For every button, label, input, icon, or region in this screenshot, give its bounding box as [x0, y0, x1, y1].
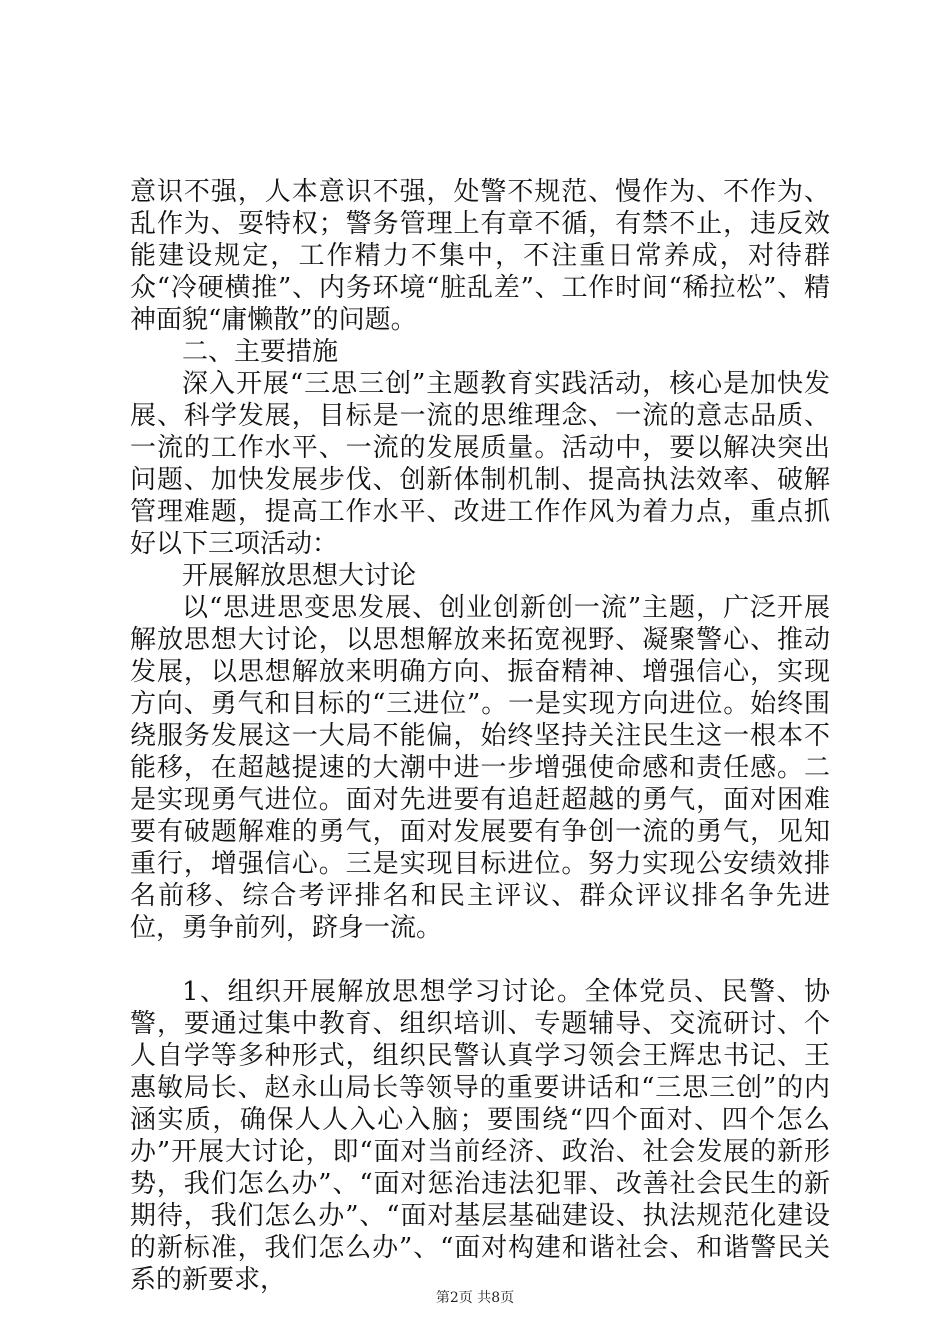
- document-body: [130, 176, 830, 1296]
- paragraph-item-1: 1、组织开展解放思想学习讨论。全体党员、民警、协警，要通过集中教育、组织培训、专题辅导、交流研讨、个人自学等多种形式，组织民警认真学习领会王辉忠书记、王惠敏局长、赵永山局长等领导的重要讲话和“三思三创”的内涵实质，确保人人入心入脑；要围绕“四个面对、四个怎么办”开展大讨论，即“面对当前经济、政治、社会发展的新形势，我们怎么办”、“面对惩治违法犯罪、改善社会民生的新期待，我们怎么办”、“面对基层基础建设、执法规范化建设的新标准，我们怎么办”、“面对构建和谐社会、和谐警民关系的新要求，: [130, 977, 830, 1295]
- paragraph-gap: [130, 944, 830, 976]
- section-heading-main-measures: 二、主要措施: [182, 337, 339, 367]
- subheading-liberation-discussion: 开展解放思想大讨论: [182, 561, 417, 591]
- paragraph-problems-continued: 意识不强，人本意识不强，处警不规范、慢作为、不作为、乱作为、耍特权；警务管理上有章不循，有禁不止，违反效能建设规定，工作精力不集中，不注重日常养成，对待群众“冷硬横推”、内务环境“脏乱差”、工作时间“稀拉松”、精神面貌“庸懒散”的问题。: [130, 177, 830, 335]
- page-footer: 第2页 共8页: [435, 1290, 515, 1306]
- paragraph-measures-intro: 深入开展“三思三创”主题教育实践活动，核心是加快发展、科学发展，目标是一流的思维理念、一流的意志品质、一流的工作水平、一流的发展质量。活动中，要以解决突出问题、加快发展步伐、创新体制机制、提高执法效率、破解管理难题，提高工作水平、改进工作作风为着力点，重点抓好以下三项活动：: [130, 369, 830, 559]
- paragraph-liberation-discussion: 以“思进思变思发展、创业创新创一流”主题，广泛开展解放思想大讨论，以思想解放来拓宽视野、凝聚警心、推动发展，以思想解放来明确方向、振奋精神、增强信心，实现方向、勇气和目标的“三进位”。一是实现方向进位。始终围绕服务发展这一大局不能偏，始终坚持关注民生这一根本不能移，在超越提速的大潮中进一步增强使命感和责任感。二是实现勇气进位。面对先进要有追赶超越的勇气，面对困难要有破题解难的勇气，面对发展要有争创一流的勇气，见知重行，增强信心。三是实现目标进位。努力实现公安绩效排名前移、综合考评排名和民主评议、群众评议排名争先进位，勇争前列，跻身一流。: [130, 593, 830, 943]
